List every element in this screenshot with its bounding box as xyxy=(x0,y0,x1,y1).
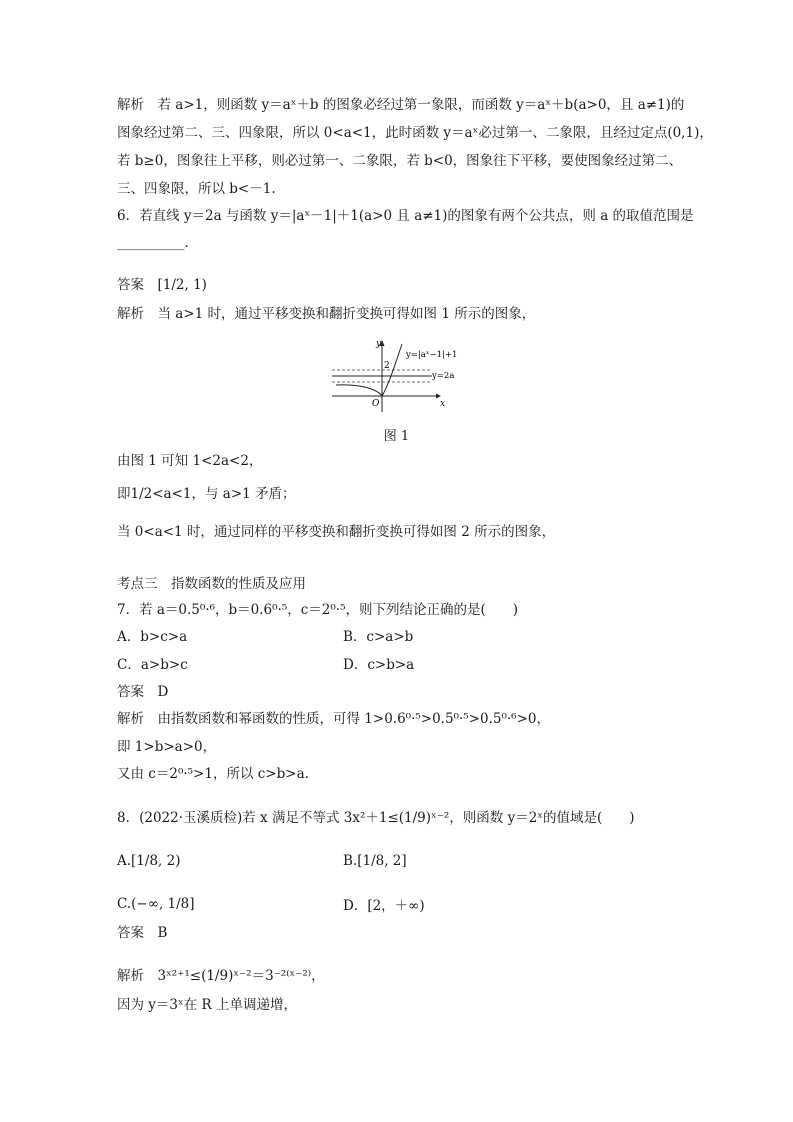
q8-stem: 8．(2022·玉溪质检)若 x 满足不等式 3x²＋1≤(1/9)ˣ⁻²，则函数 y＝2ˣ的值域是( ) xyxy=(117,810,635,826)
q6-analysis-2: 由图 1 可知 1<2a<2， xyxy=(117,453,263,469)
q6-stem: 6．若直线 y＝2a 与函数 y＝|aˣ－1|＋1(a>0 且 a≠1)的图象有两个公共点，则 a 的取值范围是 xyxy=(117,208,694,224)
q8-option-a: A.[1/8, 2) xyxy=(117,853,181,869)
q7-analysis-1: 解析 由指数函数和幂函数的性质，可得 1>0.6⁰·⁵>0.5⁰·⁵>0.5⁰·⁶>0， xyxy=(117,711,550,727)
figure-1-caption: 图 1 xyxy=(383,429,410,444)
q6-answer: 答案 [1/2, 1) xyxy=(117,277,207,293)
q7-analysis-2: 即 1>b>a>0， xyxy=(117,739,217,755)
figure-1 xyxy=(328,338,458,418)
q7-option-c: C．a>b>c xyxy=(117,657,188,673)
q8-analysis-1: 解析 3ˣ²⁺¹≤(1/9)ˣ⁻²＝3⁻²⁽ˣ⁻²⁾， xyxy=(117,968,325,984)
q5-analysis-line-1: 解析 若 a>1，则函数 y＝aˣ＋b 的图象必经过第一象限，而函数 y＝aˣ＋b(a>0，且 a≠1)的 xyxy=(117,97,685,113)
q6-analysis-4: 当 0<a<1 时，通过同样的平移变换和翻折变换可得如图 2 所示的图象， xyxy=(117,524,556,540)
q7-option-a: A．b>c>a xyxy=(117,629,188,645)
q8-option-c: C.(−∞, 1/8] xyxy=(117,896,195,912)
q8-option-d: D．[2，＋∞) xyxy=(343,898,425,914)
q5-analysis-line-4: 三、四象限，所以 b<－1. xyxy=(117,181,276,197)
figure-1-graph xyxy=(328,338,458,414)
q6-blank: __________. xyxy=(117,235,189,251)
origin-label: O xyxy=(372,399,380,409)
q5-analysis-line-3: 若 b≥0，图象往上平移，则必过第一、二象限，若 b<0，图象往下平移，要使图象经过第二、 xyxy=(117,153,683,169)
q7-answer: 答案 D xyxy=(117,684,169,700)
tick-label-2: 2 xyxy=(384,361,390,371)
q5-analysis-line-2: 图象经过第二、三、四象限，所以 0<a<1，此时函数 y＝aˣ必过第一、二象限，且经过定点(0,1)， xyxy=(117,125,713,141)
q8-option-b: B.[1/8, 2] xyxy=(343,853,407,869)
section-heading: 考点三 指数函数的性质及应用 xyxy=(117,576,306,592)
q8-answer: 答案 B xyxy=(117,925,168,941)
q6-analysis-3: 即1/2<a<1，与 a>1 矛盾； xyxy=(117,486,296,502)
q7-stem: 7．若 a＝0.5⁰·⁶，b＝0.6⁰·⁵，c＝2⁰·⁵，则下列结论正确的是( ) xyxy=(117,602,519,618)
q7-option-d: D．c>b>a xyxy=(343,657,415,673)
q7-analysis-3: 又由 c＝2⁰·⁵>1，所以 c>b>a. xyxy=(117,766,309,782)
line-label: y=2a xyxy=(432,371,455,381)
q7-option-b: B．c>a>b xyxy=(343,629,414,645)
q8-analysis-2: 因为 y＝3ˣ在 R 上单调递增， xyxy=(117,997,297,1013)
x-axis-arrow xyxy=(436,394,441,399)
curve-label: y=|aˣ−1|+1 xyxy=(406,350,458,360)
q6-analysis-1: 解析 当 a>1 时，通过平移变换和翻折变换可得如图 1 所示的图象， xyxy=(117,306,536,322)
y-axis-label: y xyxy=(376,339,382,349)
x-axis-label: x xyxy=(440,399,446,409)
